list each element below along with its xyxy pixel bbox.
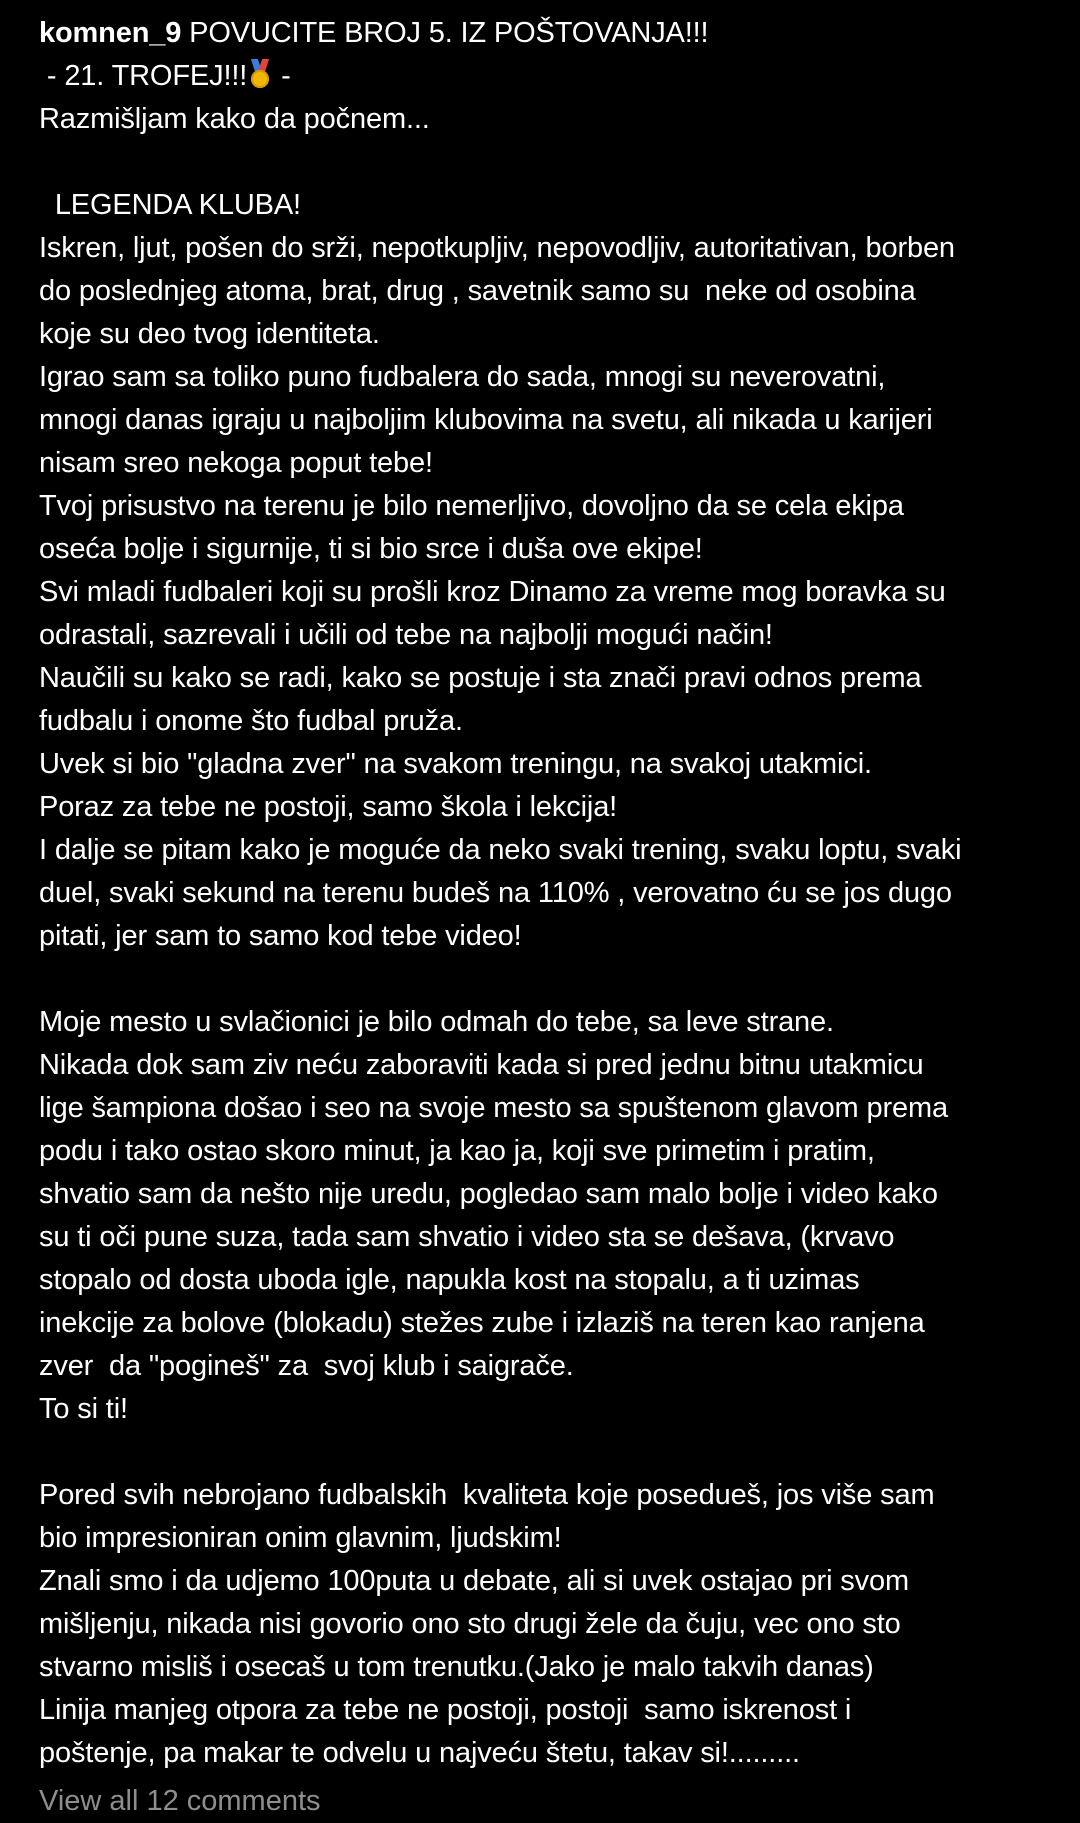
caption-line: odrastali, sazrevali i učili od tebe na najbolji mogući način! <box>39 619 773 651</box>
caption-line: pitati, jer sam to samo kod tebe video! <box>39 920 522 952</box>
caption-line <box>39 141 1049 184</box>
caption-line: zver da "pogineš" za svoj klub i saigrače. <box>39 1350 574 1382</box>
caption-line: Razmišljam kako da počnem... <box>39 103 430 135</box>
caption-line: Uvek si bio "gladna zver" na svakom treningu, na svakoj utakmici. <box>39 748 872 780</box>
caption-line: Linija manjeg otpora za tebe ne postoji, postoji samo iskrenost i <box>39 1694 852 1726</box>
1st-place-medal-icon <box>249 59 271 89</box>
caption-line: Moje mesto u svlačionici je bilo odmah do tebe, sa leve strane. <box>39 1006 834 1038</box>
caption-line: do poslednjeg atoma, brat, drug , savetnik samo su neke od osobina <box>39 275 916 307</box>
username-link[interactable]: komnen_9 <box>39 17 182 49</box>
caption-line: I dalje se pitam kako je moguće da neko svaki trening, svaku loptu, svaki <box>39 834 962 866</box>
caption-line: stvarno misliš i osecaš u tom trenutku.(Jako je malo takvih danas) <box>39 1651 874 1683</box>
caption-line: Svi mladi fudbaleri koji su prošli kroz Dinamo za vreme mog boravka su <box>39 576 946 608</box>
caption-line: Igrao sam sa toliko puno fudbalera do sada, mnogi su neverovatni, <box>39 361 886 393</box>
caption-line: duel, svaki sekund na terenu budeš na 110% , verovatno ću se jos dugo <box>39 877 952 909</box>
caption-line: koje su deo tvog identiteta. <box>39 318 380 350</box>
caption-line: stopalo od dosta uboda igle, napukla kost na stopalu, a ti uzimas <box>39 1264 860 1296</box>
caption-line: Naučili su kako se radi, kako se postuje i sta znači pravi odnos prema <box>39 662 922 694</box>
caption-line: Tvoj prisustvo na terenu je bilo nemerljivo, dovoljno da se cela ekipa <box>39 490 904 522</box>
headline-text: POVUCITE BROJ 5. IZ POŠTOVANJA!!! <box>181 17 709 49</box>
caption-line: Pored svih nebrojano fudbalskih kvaliteta koje posedueš, jos više sam <box>39 1479 935 1511</box>
caption-line: poštenje, pa makar te odvelu u najveću štetu, takav si!......... <box>39 1737 800 1769</box>
trophy-text-end: - <box>273 60 291 92</box>
caption-trophy-line <box>39 55 1049 98</box>
caption-line: inekcije za bolove (blokadu) stežes zube i izlaziš na teren kao ranjena <box>39 1307 925 1339</box>
caption-line: su ti oči pune suza, tada sam shvatio i video sta se dešava, (krvavo <box>39 1221 895 1253</box>
caption-line: Nikada dok sam ziv neću zaboraviti kada si pred jednu bitnu utakmicu <box>39 1049 924 1081</box>
caption-headline <box>39 12 1049 55</box>
caption-line: Poraz za tebe ne postoji, samo škola i lekcija! <box>39 791 618 823</box>
caption-line: bio impresioniran onim glavnim, ljudskim! <box>39 1522 562 1554</box>
caption-line <box>39 958 1049 1001</box>
caption-line: Iskren, ljut, pošen do srži, nepotkupljiv, nepovodljiv, autoritativan, borben <box>39 232 955 264</box>
caption-line: LEGENDA KLUBA! <box>39 189 301 221</box>
caption-line <box>39 1431 1049 1474</box>
caption-line: shvatio sam da nešto nije uredu, pogledao sam malo bolje i video kako <box>39 1178 938 1210</box>
caption-line: oseća bolje i sigurnije, ti si bio srce i duša ove ekipe! <box>39 533 703 565</box>
caption-line: fudbalu i onome što fudbal pruža. <box>39 705 463 737</box>
caption-line: To si ti! <box>39 1393 128 1425</box>
caption-line: podu i tako ostao skoro minut, ja kao ja, koji sve primetim i pratim, <box>39 1135 875 1167</box>
post-caption <box>39 12 1049 1775</box>
caption-line: lige šampiona došao i seo na svoje mesto sa spuštenom glavom prema <box>39 1092 948 1124</box>
caption-line: nisam sreo nekoga poput tebe! <box>39 447 433 479</box>
trophy-text: - 21. TROFEJ!!! <box>39 60 248 92</box>
view-all-comments-link[interactable]: View all 12 comments <box>39 1785 321 1817</box>
caption-line: mišljenju, nikada nisi govorio ono sto drugi žele da čuju, vec ono sto <box>39 1608 901 1640</box>
caption-line: mnogi danas igraju u najboljim klubovima na svetu, ali nikada u karijeri <box>39 404 933 436</box>
caption-body <box>39 98 1049 1775</box>
caption-line: Znali smo i da udjemo 100puta u debate, ali si uvek ostajao pri svom <box>39 1565 909 1597</box>
